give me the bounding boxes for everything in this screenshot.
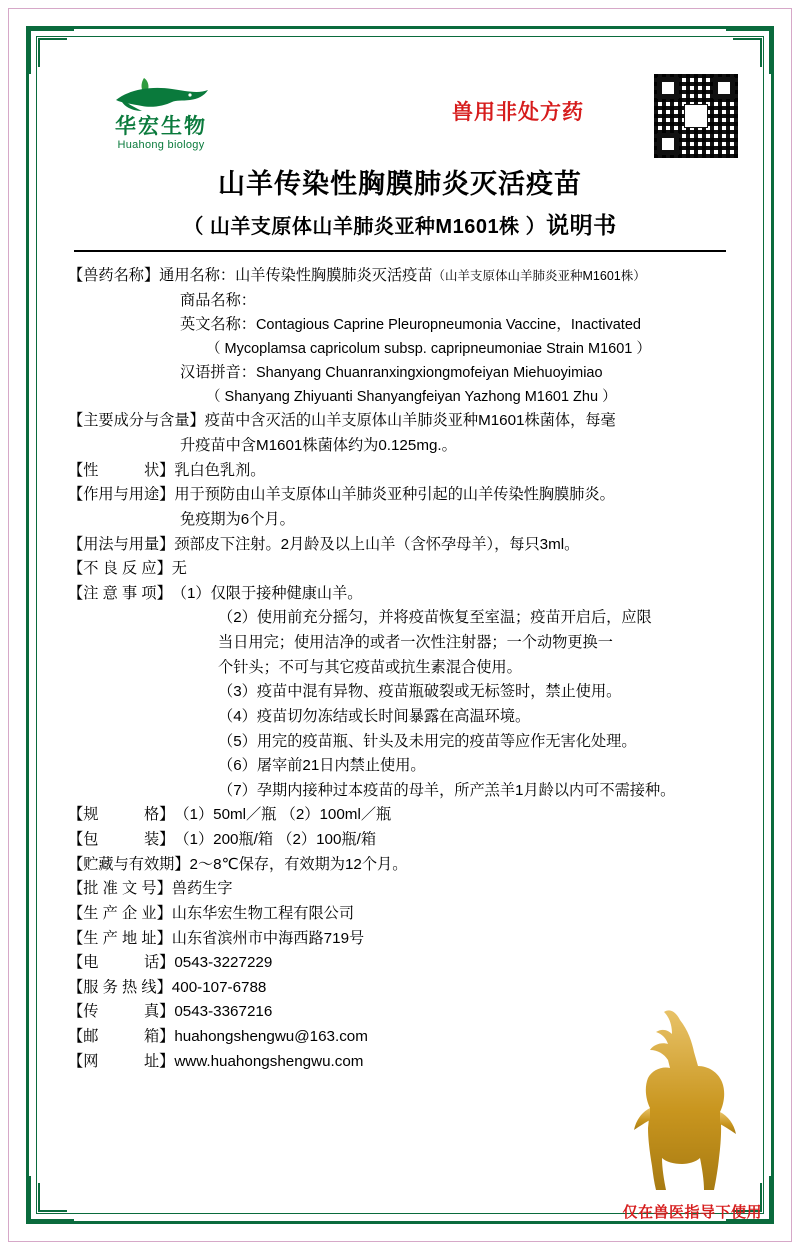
section-adverse [68,557,734,582]
section-phone-value: 0543-3227229 [174,954,273,972]
section-cautions-label: 【注 意 事 项】 [68,584,172,602]
caution-item-6: （6）屠宰前21日内禁止使用。 [218,757,426,775]
trade-name-label: 商品名称： [180,291,256,309]
section-specification [68,803,734,828]
caution-item-2-line-1: （2）使用前充分摇匀，并将疫苗恢复至室温；疫苗开启后，应限 [218,609,652,627]
section-fax-label: 【传 真】 [68,1003,175,1021]
section-email [68,1025,734,1050]
section-packaging-label: 【包 装】 [68,831,175,849]
section-cautions [68,582,734,607]
caution-item-7: （7）孕期内接种过本疫苗的母羊，所产羔羊1月龄以内可不需接种。 [218,781,676,799]
section-adverse-value: 无 [171,560,187,578]
section-manufacturer-value: 山东华宏生物工程有限公司 [171,904,355,922]
generic-name-value: 山羊传染性胸膜肺炎灭活疫苗 [235,267,433,284]
brand-name-cn: 华宏生物 [115,115,207,138]
section-drug-name-value [159,264,734,289]
pinyin-row-2: （ Shanyang Zhiyuanti Shanyangfeiyan Yazhong M1601 Zhu ） [206,388,617,405]
section-specification-label: 【规 格】 [68,806,175,824]
english-name-row [68,313,734,338]
section-indications [68,483,734,508]
section-website-label: 【网 址】 [68,1052,175,1070]
section-hotline [68,976,734,1001]
section-composition [68,409,734,434]
section-phone-label: 【电 话】 [68,954,175,972]
section-dosage [68,533,734,558]
pinyin-value: Shanyang Chuanranxingxiongmofeiyan Miehuoyimiao [255,365,603,382]
section-approval [68,877,734,902]
caution-item-2-line-2: 当日用完；使用洁净的或者一次性注射器；一个动物更换一 [218,634,613,652]
english-name-row-2: （ Mycoplamsa capricolum subsp. capripneumoniae Strain M1601 ） [206,340,651,357]
section-drug-name-label: 【兽药名称】 [68,267,160,284]
section-composition-value: 疫苗中含灭活的山羊支原体山羊肺炎亚种M1601株菌体，每毫 [204,412,616,430]
section-dosage-label: 【用法与用量】 [68,535,175,553]
section-address-label: 【生 产 地 址】 [68,929,172,947]
goat-head-leaf-logo-icon [86,72,236,114]
pinyin-label: 汉语拼音： [180,364,256,382]
section-website-value[interactable]: www.huahongshengwu.com [174,1052,364,1070]
section-packaging-value: （1）200瓶/箱 （2）100瓶/箱 [174,831,377,849]
section-adverse-label: 【不 良 反 应】 [68,560,172,578]
insert-content [52,52,748,1198]
section-indications-value: 用于预防由山羊支原体山羊肺炎亚种引起的山羊传染性胸膜肺炎。 [174,486,615,504]
caution-item-5: （5）用完的疫苗瓶、针头及未用完的疫苗等应作无害化处理。 [218,732,637,750]
section-specification-value: （1）50ml／瓶 （2）100ml／瓶 [174,806,392,824]
english-name-label: 英文名称： [180,316,256,334]
section-indications-label: 【作用与用途】 [68,486,175,504]
title-divider [74,250,726,252]
vet-supervision-note: 仅在兽医指导下使用 [622,1204,762,1221]
section-website [68,1050,734,1075]
section-hotline-label: 【服 务 热 线】 [68,978,172,996]
page-title: 山羊传染性胸膜肺炎灭活疫苗 [218,169,582,199]
caution-item-1: （1）仅限于接种健康山羊。 [171,584,363,602]
section-manufacturer-label: 【生 产 企 业】 [68,904,172,922]
section-fax-value: 0543-3367216 [174,1003,273,1021]
insert-body [52,264,748,1074]
section-storage-label: 【贮藏与有效期】 [68,855,190,873]
section-drug-name [68,264,734,289]
section-property-value: 乳白色乳剂。 [174,461,266,479]
caution-item-4: （4）疫苗切勿冻结或长时间暴露在高温环境。 [218,707,531,725]
generic-name-strain: （山羊支原体山羊肺炎亚种M1601株） [432,269,646,283]
section-approval-value: 兽药生字 [171,880,233,898]
english-name-value: Contagious Caprine Pleuropneumonia Vaccine，Inactivated [255,317,641,334]
section-manufacturer [68,902,734,927]
caution-item-2-line-3: 个针头；不可与其它疫苗或抗生素混合使用。 [218,658,522,676]
trade-name-row [68,289,734,314]
document-header [52,52,748,160]
qr-code-icon[interactable] [654,74,738,158]
section-property-label: 【性 状】 [68,461,175,479]
page-subtitle-doc-type: 说明书 [546,212,617,238]
section-phone [68,951,734,976]
brand-logo [86,72,236,151]
brand-name-en: Huahong biology [117,139,205,152]
section-composition-value-2: 升疫苗中含M1601株菌体约为0.125mg.。 [180,437,457,455]
section-fax [68,1000,734,1025]
otc-badge: 兽用非处方药 [452,101,584,124]
section-approval-label: 【批 准 文 号】 [68,880,172,898]
section-dosage-value: 颈部皮下注射。2月龄及以上山羊（含怀孕母羊），每只3ml。 [174,535,580,553]
section-storage-value: 2～8℃保存，有效期为12个月。 [189,855,408,873]
section-property [68,459,734,484]
section-address [68,927,734,952]
section-hotline-value: 400-107-6788 [171,978,267,996]
section-indications-value-2: 免疫期为6个月。 [180,510,295,528]
page-subtitle-strain: （ 山羊支原体山羊肺炎亚种M1601株 ） [183,216,547,238]
section-packaging [68,828,734,853]
pinyin-row [68,361,734,386]
caution-item-3: （3）疫苗中混有异物、疫苗瓶破裂或无标签时，禁止使用。 [218,683,622,701]
section-composition-label: 【主要成分与含量】 [68,412,205,430]
page-subtitle [52,207,748,240]
section-storage [68,853,734,878]
section-email-value[interactable]: huahongshengwu@163.com [174,1028,368,1046]
section-address-value: 山东省滨州市中海西路719号 [171,929,365,947]
generic-name-label: 通用名称： [159,267,236,284]
section-email-label: 【邮 箱】 [68,1028,175,1046]
